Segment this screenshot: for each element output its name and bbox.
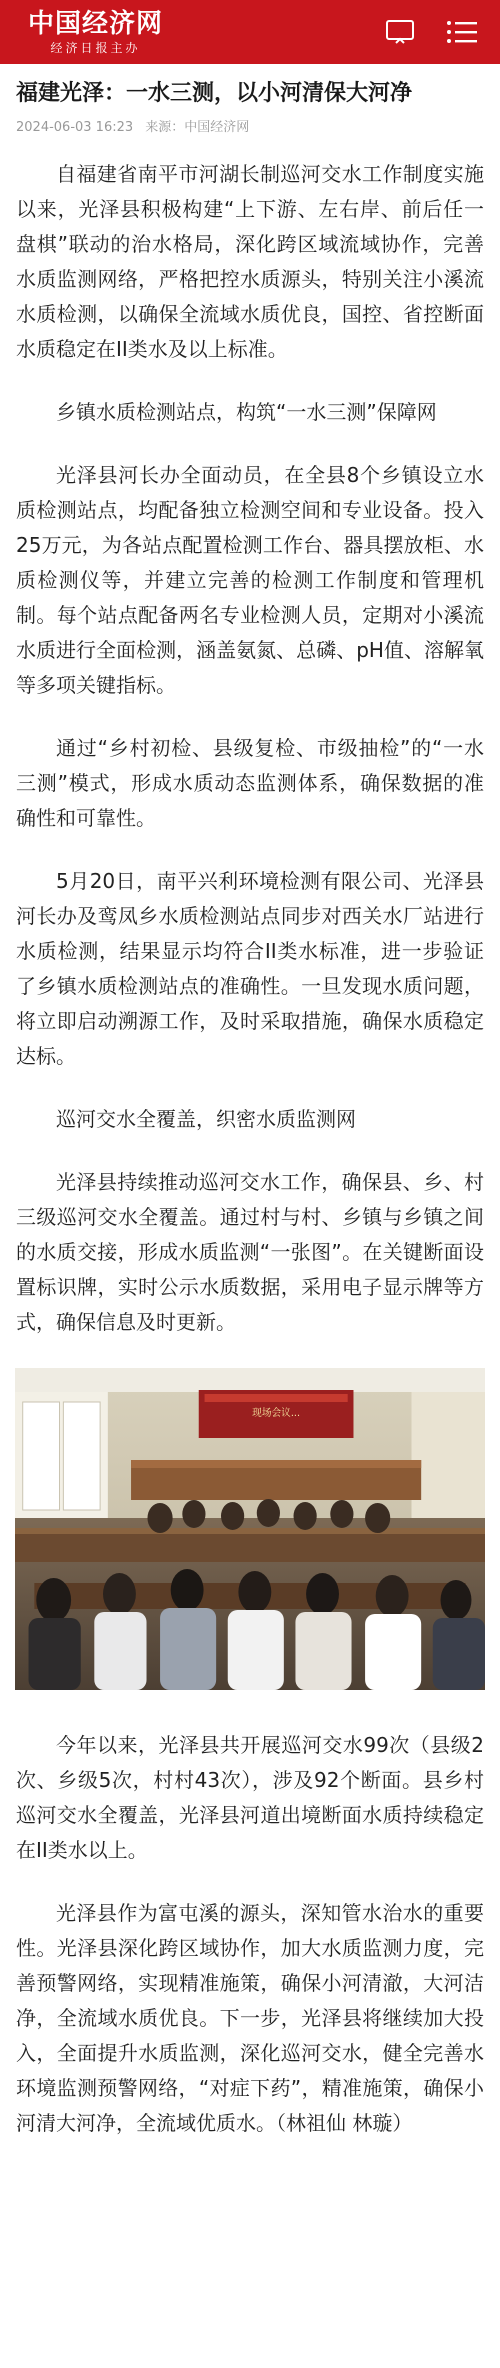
article-paragraph: 通过“乡村初检、县级复检、市级抽检”的“一水三测”模式，形成水质动态监测体系，确保数据的准确性和可靠性。: [16, 736, 484, 830]
tv-icon[interactable]: [382, 14, 418, 50]
article-paragraph: 自福建省南平市河湖长制巡河交水工作制度实施以来，光泽县积极构建“上下游、左右岸、前后任一盘棋”联动的治水格局，深化跨区域流域协作，完善水质监测网络，严格把控水质源头，特别关注小溪流水质检测，以确保全流域水质优良，国控、省控断面水质稳定在II类水及以上标准。: [16, 162, 484, 361]
article-source: 来源：中国经济网: [145, 120, 250, 135]
logo-title: 中国经济网: [28, 9, 164, 39]
article-date: 2024-06-03 16:23: [16, 120, 134, 135]
meeting-photo: [15, 1368, 485, 1690]
site-logo[interactable]: [28, 8, 163, 56]
logo-subtitle: 经济日报主办: [50, 41, 141, 55]
section-heading: 乡镇水质检测站点，构筑“一水三测”保障网: [56, 400, 437, 424]
article-title: 福建光泽：一水三测，以小河清保大河净: [16, 81, 413, 106]
article-paragraph: 今年以来，光泽县共开展巡河交水99次（县级2次、乡级5次，村村43次），涉及92个断面。县乡村巡河交水全覆盖，光泽县河道出境断面水质持续稳定在II类水以上。: [16, 1733, 484, 1862]
article-paragraph: 光泽县作为富屯溪的源头，深知管水治水的重要性。光泽县深化跨区域协作，加大水质监测力度，完善预警网络，实现精准施策，确保小河清澈，大河洁净，全流域水质优良。下一步，光泽县将继续加大投入，全面提升水质监测，深化巡河交水，健全完善水环境监测预警网络，“对症下药”，精准施策，确保小河清大河净，全流域优质水。（林祖仙 林璇）: [16, 1901, 484, 2135]
svg-text:现场会议...: 现场会议...: [252, 1407, 301, 1420]
article-paragraph: 光泽县持续推动巡河交水工作，确保县、乡、村三级巡河交水全覆盖。通过村与村、乡镇与乡镇之间的水质交接，形成水质监测“一张图”。在关键断面设置标识牌，实时公示水质数据，采用电子显示牌等方式，确保信息及时更新。: [16, 1170, 484, 1334]
site-header: [0, 0, 500, 64]
article-meta: [16, 116, 484, 135]
article: [0, 78, 500, 2141]
article-paragraph: 光泽县河长办全面动员，在全县8个乡镇设立水质检测站点，均配备独立检测空间和专业设备。投入25万元，为各站点配置检测工作台、器具摆放柜、水质检测仪等，并建立完善的检测工作制度和管理机制。每个站点配备两名专业检测人员，定期对小溪流水质进行全面检测，涵盖氨氮、总磷、pH值、溶解氧等多项关键指标。: [16, 463, 484, 697]
menu-icon[interactable]: [444, 14, 480, 50]
article-paragraph: 5月20日，南平兴利环境检测有限公司、光泽县河长办及鸾凤乡水质检测站点同步对西关水厂站进行水质检测，结果显示均符合II类水标准，进一步验证了乡镇水质检测站点的准确性。一旦发现水质问题，将立即启动溯源工作，及时采取措施，确保水质稳定达标。: [16, 869, 484, 1068]
section-heading: 巡河交水全覆盖，织密水质监测网: [56, 1107, 356, 1131]
